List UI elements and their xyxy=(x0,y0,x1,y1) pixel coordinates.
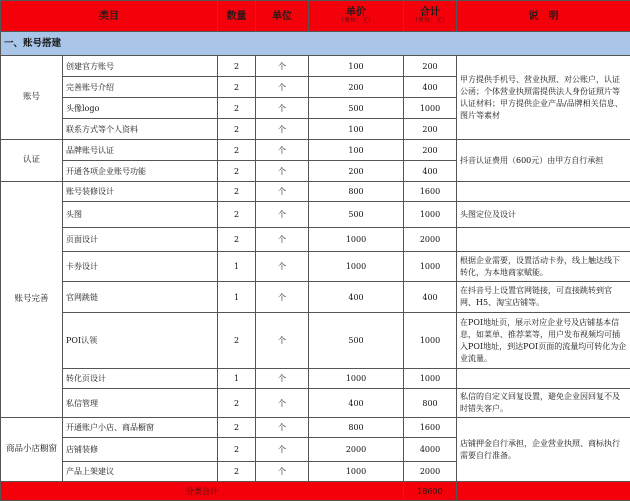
item-price: 1000 xyxy=(309,369,404,389)
item-price: 500 xyxy=(309,98,404,119)
item-name: 开通账户小店、商品橱窗 xyxy=(63,418,218,438)
item-total: 1000 xyxy=(404,202,457,228)
item-name: 转化页设计 xyxy=(63,369,218,389)
table-row xyxy=(1,252,630,282)
header-quantity: 数量 xyxy=(218,1,256,32)
header-total xyxy=(404,1,457,32)
header-category: 类目 xyxy=(1,1,218,32)
group-note: 抖音认证费用（600元）由甲方自行承担 xyxy=(457,140,630,182)
footer-row xyxy=(1,482,630,501)
item-qty: 2 xyxy=(218,313,256,369)
item-price: 800 xyxy=(309,182,404,202)
item-qty: 1 xyxy=(218,252,256,282)
item-name: POI认领 xyxy=(63,313,218,369)
item-name: 账号装修设计 xyxy=(63,182,218,202)
item-price: 200 xyxy=(309,161,404,182)
table-row xyxy=(1,389,630,418)
item-total: 800 xyxy=(404,389,457,418)
item-qty: 2 xyxy=(218,418,256,438)
item-price: 500 xyxy=(309,313,404,369)
header-unit-price-label: 单价 xyxy=(346,7,366,18)
item-total: 400 xyxy=(404,77,457,98)
group-category: 账号 xyxy=(1,56,63,140)
item-price: 1000 xyxy=(309,228,404,252)
table-row xyxy=(1,202,630,228)
item-qty: 2 xyxy=(218,140,256,161)
item-qty: 1 xyxy=(218,282,256,313)
item-note: 在抖音号上设置官网链接，可直接跳转到官网、H5、淘宝店铺等。 xyxy=(457,282,630,313)
item-total: 2000 xyxy=(404,228,457,252)
header-unit: 单位 xyxy=(256,1,309,32)
item-price: 200 xyxy=(309,77,404,98)
footer-blank xyxy=(457,482,630,501)
item-unit: 个 xyxy=(256,202,309,228)
item-name: 卡券设计 xyxy=(63,252,218,282)
item-qty: 2 xyxy=(218,438,256,462)
item-price: 1000 xyxy=(309,252,404,282)
item-note: 头图定位及设计 xyxy=(457,202,630,228)
header-row xyxy=(1,1,630,32)
item-total: 4000 xyxy=(404,438,457,462)
item-unit: 个 xyxy=(256,56,309,77)
item-unit: 个 xyxy=(256,140,309,161)
group-note: 甲方提供手机号、营业执照、对公账户，认证公函；个体营业执照需提供法人身份证照片等认证材料；甲方提供企业产品/品牌相关信息、图片等素材 xyxy=(457,56,630,140)
item-unit: 个 xyxy=(256,119,309,140)
item-total: 1000 xyxy=(404,313,457,369)
table-row xyxy=(1,182,630,202)
group-category: 账号完善 xyxy=(1,182,63,418)
item-price: 2000 xyxy=(309,438,404,462)
item-unit: 个 xyxy=(256,282,309,313)
table-row xyxy=(1,418,630,438)
item-name: 创建官方账号 xyxy=(63,56,218,77)
item-note: 私信的自定义回复设置，避免企业因回复不及时错失客户。 xyxy=(457,389,630,418)
item-name: 店铺装修 xyxy=(63,438,218,462)
item-qty: 2 xyxy=(218,98,256,119)
item-qty: 2 xyxy=(218,228,256,252)
table-row xyxy=(1,56,630,77)
item-unit: 个 xyxy=(256,462,309,482)
item-name: 私信管理 xyxy=(63,389,218,418)
footer-total: 18600 xyxy=(404,482,457,501)
item-total: 200 xyxy=(404,140,457,161)
table-row xyxy=(1,313,630,369)
table-row xyxy=(1,282,630,313)
item-name: 产品上架建议 xyxy=(63,462,218,482)
item-name: 页面设计 xyxy=(63,228,218,252)
header-unit-price-sub: （单位：元） xyxy=(312,17,400,24)
item-name: 官网跳链 xyxy=(63,282,218,313)
item-qty: 2 xyxy=(218,77,256,98)
header-total-sub: （单位：元） xyxy=(407,17,453,24)
section-title: 一、账号搭建 xyxy=(1,32,630,56)
table-row xyxy=(1,140,630,161)
item-qty: 2 xyxy=(218,462,256,482)
item-note xyxy=(457,369,630,389)
item-qty: 2 xyxy=(218,182,256,202)
item-total: 200 xyxy=(404,119,457,140)
footer-label: 分类合计 xyxy=(1,482,404,501)
item-price: 400 xyxy=(309,389,404,418)
table-row xyxy=(1,369,630,389)
table-row xyxy=(1,228,630,252)
item-price: 500 xyxy=(309,202,404,228)
item-total: 1000 xyxy=(404,252,457,282)
item-name: 头像logo xyxy=(63,98,218,119)
item-unit: 个 xyxy=(256,252,309,282)
header-notes: 说 明 xyxy=(457,1,630,32)
item-name: 联系方式等个人资料 xyxy=(63,119,218,140)
item-note: 根据企业需要，设置活动卡券，线上触达线下转化，为本地商家赋能。 xyxy=(457,252,630,282)
item-total: 1000 xyxy=(404,369,457,389)
item-total: 1600 xyxy=(404,182,457,202)
item-total: 400 xyxy=(404,161,457,182)
item-unit: 个 xyxy=(256,389,309,418)
item-unit: 个 xyxy=(256,438,309,462)
item-qty: 1 xyxy=(218,369,256,389)
item-unit: 个 xyxy=(256,77,309,98)
item-price: 100 xyxy=(309,119,404,140)
item-unit: 个 xyxy=(256,161,309,182)
item-unit: 个 xyxy=(256,369,309,389)
header-unit-price xyxy=(309,1,404,32)
item-name: 头图 xyxy=(63,202,218,228)
item-total: 400 xyxy=(404,282,457,313)
item-qty: 2 xyxy=(218,202,256,228)
item-price: 400 xyxy=(309,282,404,313)
item-price: 1000 xyxy=(309,462,404,482)
item-note: 在POI地址页，展示对应企业号及店铺基本信息，如菜单、推荐菜等，用户发布视频均可插入POI地址，到达POI页面的流量均可转化为企业流量。 xyxy=(457,313,630,369)
group-note: 店铺押金自行承担，企业营业执照、商标执行需要自行准备。 xyxy=(457,418,630,482)
item-name: 完善账号介绍 xyxy=(63,77,218,98)
item-unit: 个 xyxy=(256,313,309,369)
item-total: 2000 xyxy=(404,462,457,482)
item-unit: 个 xyxy=(256,228,309,252)
item-qty: 2 xyxy=(218,56,256,77)
item-price: 100 xyxy=(309,56,404,77)
item-total: 1600 xyxy=(404,418,457,438)
group-category: 商品小店橱窗 xyxy=(1,418,63,482)
item-unit: 个 xyxy=(256,182,309,202)
item-unit: 个 xyxy=(256,98,309,119)
item-unit: 个 xyxy=(256,418,309,438)
section-row xyxy=(1,32,630,56)
item-total: 200 xyxy=(404,56,457,77)
item-note xyxy=(457,182,630,202)
item-price: 100 xyxy=(309,140,404,161)
item-price: 800 xyxy=(309,418,404,438)
item-note xyxy=(457,228,630,252)
item-name: 品牌账号认证 xyxy=(63,140,218,161)
item-total: 1000 xyxy=(404,98,457,119)
item-qty: 2 xyxy=(218,389,256,418)
item-qty: 2 xyxy=(218,161,256,182)
header-total-label: 合计 xyxy=(420,7,440,18)
item-name: 开通各项企业账号功能 xyxy=(63,161,218,182)
item-qty: 2 xyxy=(218,119,256,140)
group-category: 认证 xyxy=(1,140,63,182)
